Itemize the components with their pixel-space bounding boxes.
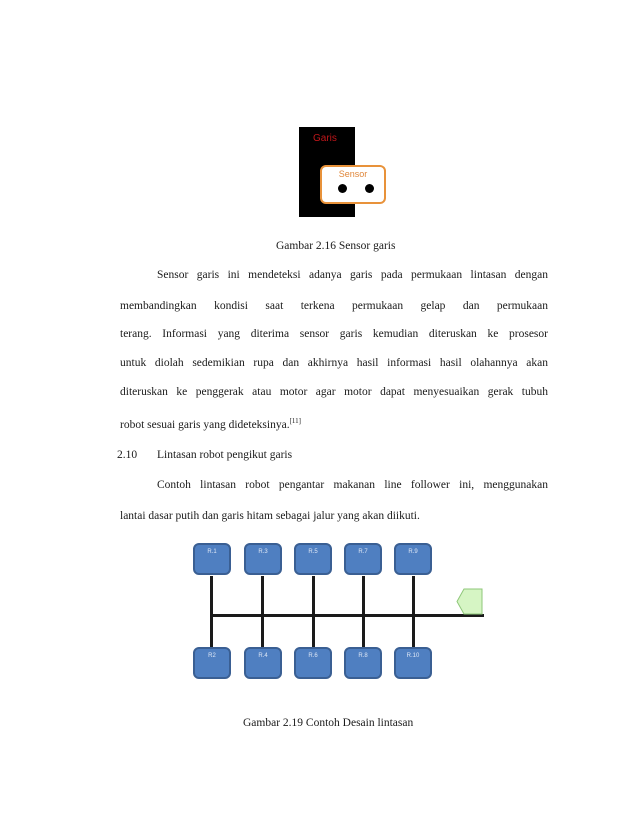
paragraph-1-line-6-text: robot sesuai garis yang dideteksinya. [120, 418, 290, 431]
section-number: 2.10 [117, 449, 138, 461]
paragraph-1-line-4: untuk diolah sedemikian rupa dan akhirnya hasil informasi hasil olahannya akan [120, 357, 548, 369]
paragraph-2-line-1: Contoh lintasan robot pengantar makanan line follower ini, menggunakan [157, 479, 548, 491]
garis-label: Garis [313, 133, 337, 144]
branch-line-2 [261, 576, 264, 652]
sensor-dot-left [338, 184, 347, 193]
paragraph-1-line-2: membandingkan kondisi saat terkena permukaan gelap dan permukaan [120, 300, 548, 312]
paragraph-1-line-5: diteruskan ke penggerak atau motor agar motor dapat menyesuaikan gerak tubuh [120, 386, 548, 398]
branch-line-4 [362, 576, 365, 652]
room-r6: R.6 [294, 647, 332, 679]
room-r9: R.9 [394, 543, 432, 575]
sensor-label: Sensor [338, 169, 368, 179]
sensor-dot-right [365, 184, 374, 193]
room-r2: R2 [193, 647, 231, 679]
figure-2-19-caption: Gambar 2.19 Contoh Desain lintasan [243, 717, 414, 729]
room-r3: R.3 [244, 543, 282, 575]
section-title: Lintasan robot pengikut garis [157, 449, 293, 461]
paragraph-1-line-3: terang. Informasi yang diterima sensor garis kemudian diteruskan ke prosesor [120, 328, 548, 340]
start-marker-icon [456, 588, 484, 616]
figure-2-16-caption: Gambar 2.16 Sensor garis [276, 240, 396, 252]
room-r5: R.5 [294, 543, 332, 575]
room-r10: R.10 [394, 647, 432, 679]
branch-line-3 [312, 576, 315, 652]
sensor-box [320, 165, 386, 204]
citation: [11] [289, 417, 301, 425]
paragraph-2-line-2: lantai dasar putih dan garis hitam sebagai jalur yang akan diikuti. [120, 510, 420, 522]
paragraph-1-line-1: Sensor garis ini mendeteksi adanya garis pada permukaan lintasan dengan [157, 269, 548, 281]
branch-line-5 [412, 576, 415, 652]
room-r1: R.1 [193, 543, 231, 575]
room-r7: R.7 [344, 543, 382, 575]
paragraph-1-line-6 [120, 414, 548, 433]
main-track-line [210, 614, 484, 617]
track-diagram [186, 540, 486, 690]
room-r4: R.4 [244, 647, 282, 679]
branch-line-1 [210, 576, 213, 652]
room-r8: R.8 [344, 647, 382, 679]
